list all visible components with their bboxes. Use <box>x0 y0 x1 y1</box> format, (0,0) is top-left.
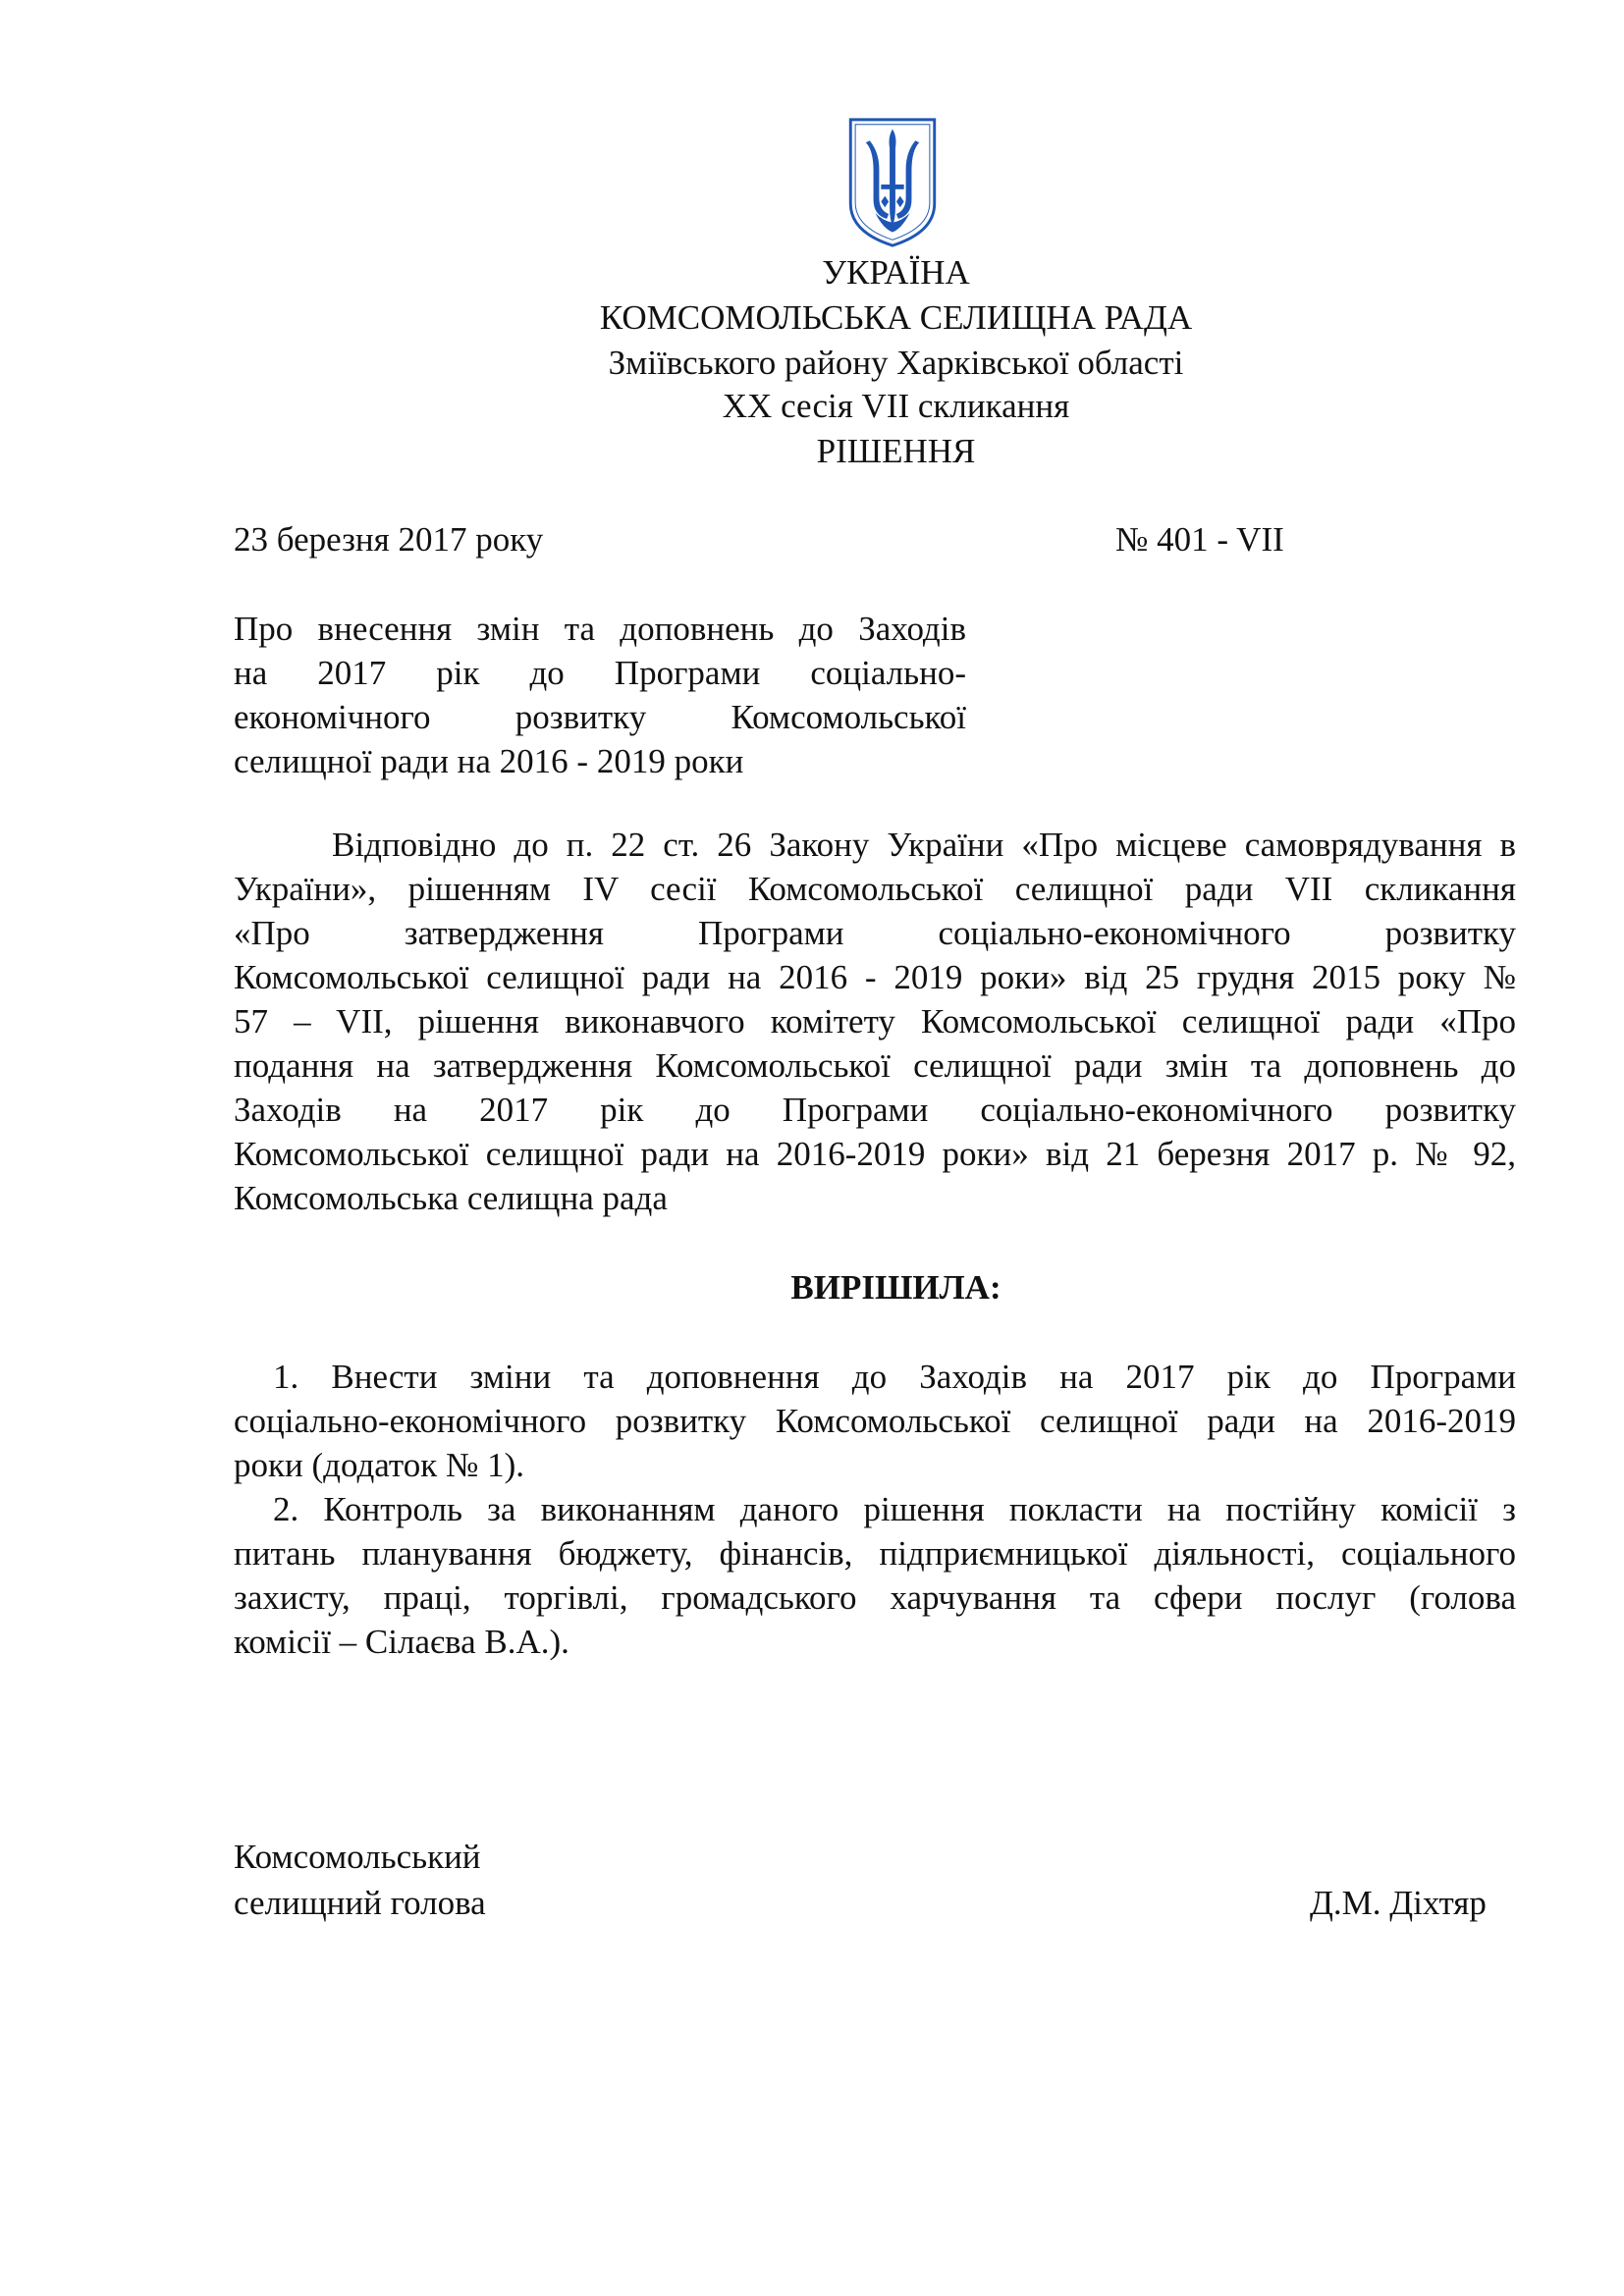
preamble-line: Комсомольська селищна рада <box>234 1179 668 1217</box>
subject-line: Про внесення змін та доповнень до Заходів <box>234 610 966 648</box>
item-line: 1. Внести зміни та доповнення до Заходів на 2017 рік до Програми <box>273 1358 1516 1396</box>
signatory-position-line: Комсомольський <box>234 1838 481 1876</box>
council-title: КОМСОМОЛЬСЬКА СЕЛИЩНА РАДА <box>599 298 1193 337</box>
preamble-paragraph <box>234 823 1516 1220</box>
subject-line: на 2017 рік до Програми соціально- <box>234 654 966 692</box>
preamble-line: України», рішенням IV сесії Комсомольської селищної ради VII скликання <box>234 870 1516 908</box>
subject-line: селищної ради на 2016 - 2019 роки <box>234 742 744 780</box>
decision-number: № 401 - VII <box>1115 520 1284 559</box>
district-subtitle: Зміївського району Харківської області <box>608 344 1184 382</box>
item-line: 2. Контроль за виконанням даного рішення покласти на постійну комісії з <box>273 1490 1516 1528</box>
country-title: УКРАЇНА <box>822 253 970 292</box>
preamble-line: Відповідно до п. 22 ст. 26 Закону України «Про місцеве самоврядування в <box>332 826 1516 864</box>
signatory-name: Д.М. Діхтяр <box>1310 1884 1487 1922</box>
signatory-position <box>234 1834 486 1926</box>
preamble-line: Комсомольської селищної ради на 2016-2019 роки» від 21 березня 2017 р. № 92, <box>234 1135 1516 1173</box>
item-line: питань планування бюджету, фінансів, підприємницької діяльності, соціального <box>234 1534 1516 1573</box>
decision-date: 23 березня 2017 року <box>234 520 544 559</box>
item-line: роки (додаток № 1). <box>234 1446 525 1484</box>
subject-line: економічного розвитку Комсомольської <box>234 698 966 736</box>
decision-subject <box>234 607 966 783</box>
preamble-line: подання на затвердження Комсомольської селищної ради змін та доповнень до <box>234 1046 1516 1085</box>
session-subtitle: XX сесія VII скликання <box>722 387 1070 425</box>
decision-items <box>234 1355 1516 1664</box>
item-line: соціально-економічного розвитку Комсомольської селищної ради на 2016-2019 <box>234 1402 1516 1440</box>
preamble-line: 57 – VII, рішення виконавчого комітету Комсомольської селищної ради «Про <box>234 1002 1516 1041</box>
preamble-line: «Про затвердження Програми соціально-економічного розвитку <box>234 914 1516 952</box>
item-line: захисту, праці, торгівлі, громадського харчування та сфери послуг (голова <box>234 1578 1516 1617</box>
preamble-line: Заходів на 2017 рік до Програми соціально-економічного розвитку <box>234 1091 1516 1129</box>
preamble-line: Комсомольської селищної ради на 2016 - 2019 роки» від 25 грудня 2015 року № <box>234 958 1516 996</box>
signatory-position-line: селищний голова <box>234 1884 486 1922</box>
document-type-title: РІШЕННЯ <box>816 432 976 470</box>
coat-of-arms-icon <box>844 116 941 249</box>
item-line: комісії – Сілаєва В.А.). <box>234 1623 569 1661</box>
resolved-heading: ВИРІШИЛА: <box>790 1268 1001 1307</box>
